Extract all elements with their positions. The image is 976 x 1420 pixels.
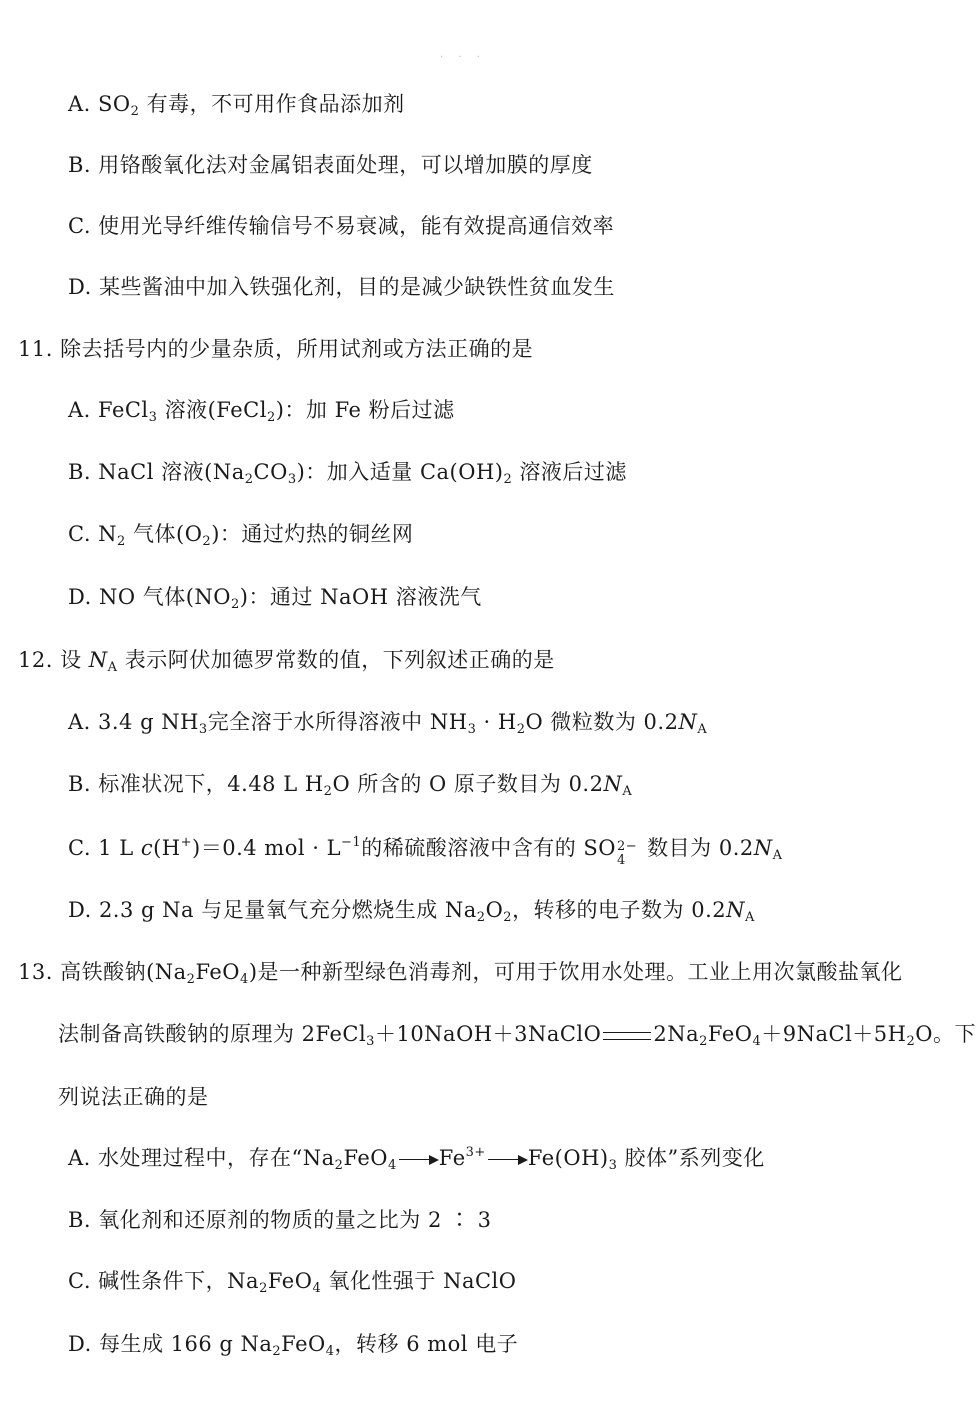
reaction-arrow-icon — [397, 1155, 439, 1165]
q11-option-c: C. $N_2$ 气体$(O_2)$：通过灼热的铜丝网 — [68, 522, 414, 549]
q12-stem: 12. 设 $N_A$ 表示阿伏加德罗常数的值，下列叙述正确的是 — [18, 648, 555, 675]
q12-option-b: B. 标准状况下，4.48 L $H_2O$ 所含的 O 原子数目为 $0.2N_A$ — [68, 772, 633, 799]
q10-option-a: A. $SO_2$ 有毒，不可用作食品添加剂 — [68, 92, 405, 119]
q11-stem: 11. 除去括号内的少量杂质，所用试剂或方法正确的是 — [18, 337, 534, 361]
q11-option-b: B. NaCl 溶液$(Na_2CO_3)$：加入适量 $Ca(OH)_2$ 溶液后过滤 — [68, 460, 627, 487]
q12-option-c: C. 1 L c(H+)＝0.4 mol · $L^{-1}$的稀硫酸溶液中含有的 SO 2− 4 数目为 $0.2N_A$ — [68, 835, 783, 868]
q13-stem-line3: 列说法正确的是 — [58, 1085, 209, 1109]
q13-stem-line2: 法制备高铁酸钠的原理为 2FeCl$_3$＋10NaOH＋3NaClO $2Na_2FeO_4+9NaCl+5H_2O$。下 — [58, 1022, 976, 1049]
reaction-arrow-icon — [486, 1155, 528, 1165]
page-top-mark: · · · — [440, 52, 486, 63]
equals-arrow — [603, 1032, 651, 1040]
q11-option-d: D. NO 气体$(NO_2)$：通过 NaOH 溶液洗气 — [68, 585, 482, 612]
q12-option-a: A. 3.4 g $NH_3$完全溶于水所得溶液中 $NH_3 \cdot H_2O$ 微粒数为 $0.2N_A$ — [68, 710, 708, 737]
q12-option-d: D. 2.3 g Na 与足量氧气充分燃烧生成 $Na_2O_2$，转移的电子数为 $0.2N_A$ — [68, 898, 755, 925]
q13-stem-line1: 13. 高铁酸钠$(Na_2FeO_4)$是一种新型绿色消毒剂，可用于饮用水处理。工业上用次氯酸盐氧化 — [18, 960, 903, 987]
q10-option-d: D. 某些酱油中加入铁强化剂，目的是减少缺铁性贫血发生 — [68, 275, 615, 299]
q13-option-a: A. 水处理过程中，存在“$Na_2FeO_4$ $Fe^{3+}$ $Fe(OH)_3$ 胶体”系列变化 — [68, 1145, 765, 1173]
q13-option-b: B. 氧化剂和还原剂的物质的量之比为 2 ∶ 3 — [68, 1208, 492, 1232]
q13-option-d: D. 每生成 166 g $Na_2FeO_4$，转移 6 mol 电子 — [68, 1332, 519, 1359]
q11-option-a: A. FeCl$_3$ 溶液(FeCl$_2$)：加 Fe 粉后过滤 — [68, 398, 455, 425]
q10-option-b: B. 用铬酸氧化法对金属铝表面处理，可以增加膜的厚度 — [68, 153, 593, 177]
q10-option-c: C. 使用光导纤维传输信号不易衰减，能有效提高通信效率 — [68, 214, 615, 238]
q13-option-c: C. 碱性条件下，$Na_2FeO_4$ 氧化性强于 NaClO — [68, 1269, 517, 1296]
